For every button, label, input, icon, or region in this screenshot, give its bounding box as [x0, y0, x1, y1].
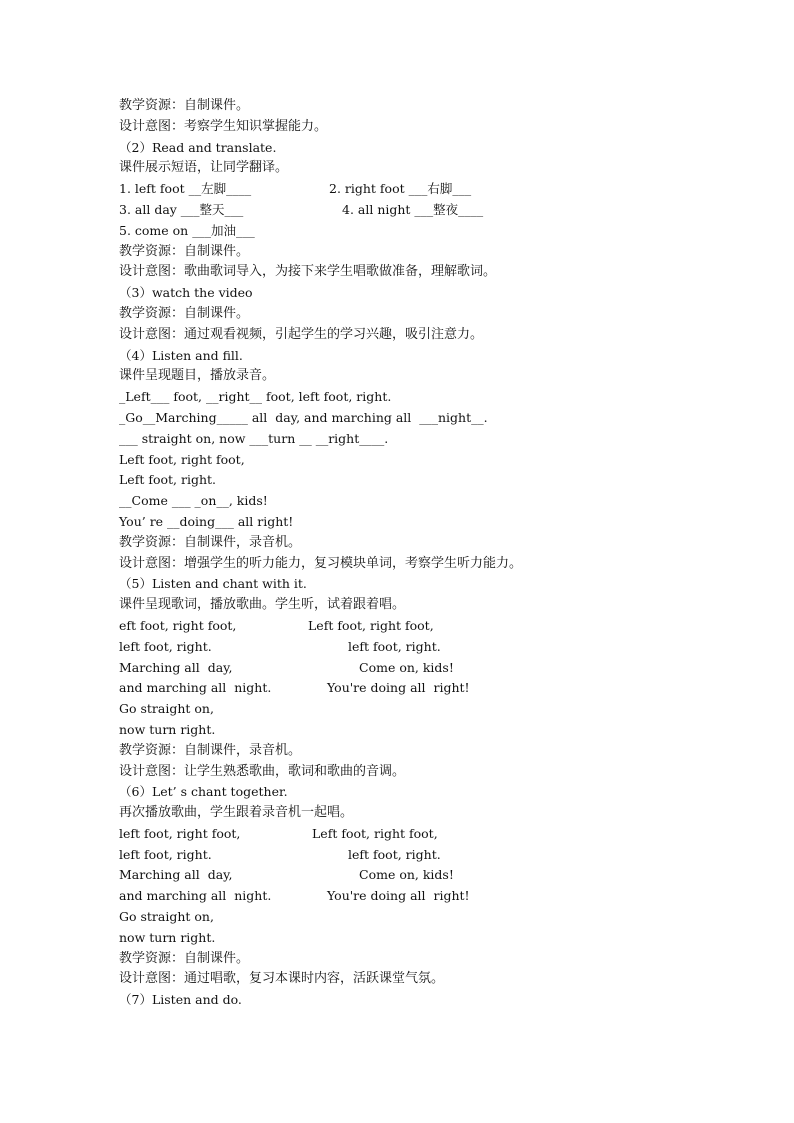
- column-left: eft foot, right foot,: [119, 617, 237, 633]
- text-line: Go straight on,: [119, 909, 214, 925]
- column-right: Left foot, right foot,: [308, 617, 434, 633]
- text-line: __Come ___ _on__, kids!: [119, 493, 268, 509]
- column-left: left foot, right.: [119, 846, 212, 862]
- text-line: _Go__Marching_____ all day, and marching all ___night__.: [119, 409, 488, 425]
- column-right: left foot, right.: [348, 846, 441, 862]
- column-right: Come on, kids!: [359, 867, 454, 883]
- section-heading: （5）Listen and chant with it.: [119, 576, 307, 592]
- text-line: 教学资源：自制课件。: [119, 305, 250, 321]
- text-line: 再次播放歌曲，学生跟着录音机一起唱。: [119, 805, 354, 821]
- text-line: now turn right.: [119, 721, 216, 737]
- text-line: 设计意图：考察学生知识掌握能力。: [119, 118, 328, 134]
- column-left: left foot, right.: [119, 638, 212, 654]
- section-heading: （6）Let’ s chant together.: [119, 784, 288, 800]
- two-column-line: [119, 886, 719, 907]
- column-left: Marching all day,: [119, 867, 233, 883]
- text-line: now turn right.: [119, 929, 216, 945]
- section-heading: （7）Listen and do.: [119, 992, 242, 1008]
- text-line: 设计意图：增强学生的听力能力，复习模块单词，考察学生听力能力。: [119, 555, 523, 571]
- two-column-line: [119, 824, 719, 845]
- column-right: 4. all night ___整夜____: [342, 201, 484, 217]
- two-column-line: [119, 616, 719, 637]
- column-right: You're doing all right!: [327, 888, 470, 904]
- column-right: Left foot, right foot,: [312, 825, 438, 841]
- text-line: 5. come on ___加油___: [119, 222, 255, 238]
- text-line: 教学资源：自制课件，录音机。: [119, 534, 302, 550]
- text-line: Left foot, right.: [119, 472, 216, 488]
- column-left: left foot, right foot,: [119, 825, 241, 841]
- text-line: 设计意图：通过唱歌，复习本课时内容，活跃课堂气氛。: [119, 971, 445, 987]
- document-body: [119, 96, 719, 1011]
- text-line: 教学资源：自制课件。: [119, 243, 250, 259]
- two-column-line: [119, 200, 719, 221]
- column-right: You're doing all right!: [327, 680, 470, 696]
- two-column-line: [119, 865, 719, 886]
- text-line: Left foot, right foot,: [119, 451, 245, 467]
- text-line: 教学资源：自制课件，录音机。: [119, 742, 302, 758]
- text-line: You’ re __doing___ all right!: [119, 513, 294, 529]
- column-left: 1. left foot __左脚____: [119, 181, 252, 197]
- column-right: Come on, kids!: [359, 659, 454, 675]
- column-left: 3. all day ___整天___: [119, 201, 244, 217]
- text-line: 课件呈现歌词，播放歌曲。学生听，试着跟着唱。: [119, 597, 406, 613]
- column-left: and marching all night.: [119, 888, 272, 904]
- text-line: 设计意图：通过观看视频，引起学生的学习兴趣，吸引注意力。: [119, 326, 484, 342]
- text-line: 教学资源：自制课件。: [119, 950, 250, 966]
- two-column-line: [119, 179, 719, 200]
- column-left: Marching all day,: [119, 659, 233, 675]
- text-line: 课件呈现题目，播放录音。: [119, 368, 276, 384]
- two-column-line: [119, 845, 719, 866]
- two-column-line: [119, 658, 719, 679]
- two-column-line: [119, 637, 719, 658]
- text-line: _Left___ foot, __right__ foot, left foot, right.: [119, 389, 392, 405]
- text-line: 设计意图：歌曲歌词导入，为接下来学生唱歌做准备，理解歌词。: [119, 264, 497, 280]
- text-line: 教学资源：自制课件。: [119, 98, 250, 113]
- column-right: left foot, right.: [348, 638, 441, 654]
- column-left: and marching all night.: [119, 680, 272, 696]
- two-column-line: [119, 678, 719, 699]
- section-heading: （4）Listen and fill.: [119, 347, 243, 363]
- section-heading: （2）Read and translate.: [119, 139, 277, 155]
- section-heading: （3）watch the video: [119, 285, 253, 301]
- text-line: 课件展示短语，让同学翻译。: [119, 160, 289, 176]
- text-line: ___ straight on, now ___turn __ __right____.: [119, 430, 389, 446]
- column-right: 2. right foot ___右脚___: [329, 181, 472, 197]
- text-line: 设计意图：让学生熟悉歌曲，歌词和歌曲的音调。: [119, 763, 406, 779]
- text-line: Go straight on,: [119, 701, 214, 717]
